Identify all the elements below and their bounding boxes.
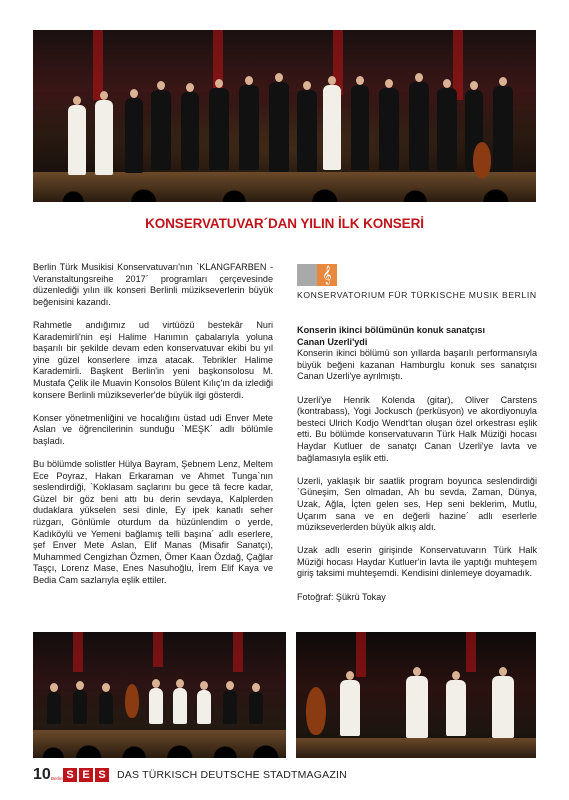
stage-light: [93, 30, 103, 100]
page-number: 10: [33, 766, 51, 783]
paragraph: Uzerli'ye Henrik Kolenda (gitar), Oliver Carstens (kontrabass), Yogi Jockusch (perküsyon) ve akordiyonuyla besteci Ulrich Kodjo Wendt'tan oluşan özel orkestrası eşlik etti. Bu bölümde konservatuvarın Türk Halk Müziği hocası Haydar Kutluer de sanatçı Canan Uzerli'ye lavta ve bağlamasıyla eşlik etti.: [297, 394, 537, 463]
stage-light: [73, 632, 83, 672]
performer: [73, 690, 87, 724]
violinist: [492, 676, 514, 738]
performer: [409, 82, 429, 170]
performer: [209, 88, 229, 170]
performer: [173, 688, 187, 724]
section-heading: Konserin ikinci bölümünün konuk sanatçısı: [297, 325, 485, 335]
brand-small-text: Berlin: [51, 776, 63, 781]
logo-letter: S: [63, 768, 77, 782]
audience-silhouettes: [33, 184, 536, 202]
cello-instrument: [306, 687, 326, 735]
guitar-instrument: [473, 142, 491, 178]
page-footer: [33, 766, 538, 786]
performer: [239, 85, 259, 170]
paragraph: Bu bölümde solistler Hülya Bayram, Şebnem Lenz, Meltem Ece Poyraz, Hakan Erkaraman ve Ahmet Tunga`nın seslendirdiği, `Koklasam saçlarını bu gece tâ fecre kadar, Güzel bir göz beni attı bu derin sevdaya, Kalplerden dudaklara yükselen sesi dinle, Ey ipek kanatlı seher rüzgarı, Gönlümle oturdum da hüzünlendim o yerde, Kadıköylü ve Yemeni bağlamış telli başına´ adlı eserlere, şef Enver Mete Aslan, Elif Manas (Misafir Sanatçı), Muhammed Cengizhan Özmen, Ömer Kaan Özdağ, Çağlar Taşçı, Lorenz Mase, Enes Nasuhoğlu, İrem Elif Kaya ve Bedia Cam sazlarıyla eşlik ettiler.: [33, 459, 273, 586]
performer: [223, 690, 237, 724]
stage-light: [233, 632, 243, 672]
stage-light: [466, 632, 476, 672]
performer: [99, 692, 113, 724]
section-heading: Canan Uzerli'ydi: [297, 336, 368, 347]
logo-grey-block: [297, 264, 317, 286]
performer: [95, 100, 113, 175]
performer: [446, 680, 466, 736]
soloist-performance-photo: [296, 632, 536, 758]
article-headline: KONSERVATUVAR´DAN YILIN İLK KONSERİ: [145, 216, 424, 231]
performer: [125, 98, 143, 173]
left-column: [33, 262, 273, 587]
conservatory-logo-text: KONSERVATORIUM FÜR TÜRKISCHE MUSIK BERLIN: [297, 290, 537, 300]
performer: [437, 88, 457, 170]
stage-floor: [296, 738, 536, 758]
performer: [249, 692, 263, 724]
performer: [323, 85, 341, 170]
performer: [151, 90, 171, 170]
performer: [379, 88, 399, 170]
performer: [181, 92, 199, 170]
singer: [406, 676, 428, 738]
paragraph: Uzak adlı eserin girişinde Konservatuvarın Türk Halk Müziği hocası Haydar Kutluer'in lavta ile yaptığı muhteşem giriş taksimi muhteşemdi. Kendisini dinlemeye doyamadık.: [297, 545, 537, 579]
stage-light: [153, 632, 163, 667]
ensemble-performance-photo: [33, 632, 286, 758]
performer: [197, 690, 211, 724]
logo-letter: S: [95, 768, 109, 782]
paragraph: Uzerli, yaklaşık bir saatlik program boyunca seslendirdiği `Güneşim, Sen olmadan, Ah bu sevda, Zaman, Dünya, Uzak, Ağla, İçten gelen ses, Hep seni beklerim, Mutlu, Uçarım sana ve en değerli hazine´ adlı eserlerle müzikseverlerden büyük alkış aldı.: [297, 475, 537, 533]
right-column: [297, 325, 537, 603]
paragraph: Konser yönetmenliğini ve hocalığını üstad udi Enver Mete Aslan ve öğrencilerinin sunduğu `MEŞK´ adlı bölümle başladı.: [33, 412, 273, 446]
paragraph: Berlin Türk Musikisi Konservatuvarı'nın `KLANGFARBEN - Veranstaltungsreihe 2017´ programları çerçevesinde düzenlediği yılın ilk konseri Berlinli müzikseverlerin büyük beğenisini kazandı.: [33, 262, 273, 307]
cello-instrument: [125, 684, 139, 718]
performer: [149, 688, 163, 724]
performer: [269, 82, 289, 172]
photo-credit: Fotoğraf: Şükrü Tokay: [297, 591, 386, 602]
paragraph: Rahmetle andığımız ud virtüözü bestekâr Nuri Karademirli'nin eşi Halime Hanımın çabalarıyla yoluna başarılı bir şekilde devam eden konservatuvar ekibi bu yıl yine güzel konserlere imza atacak. Tebrikler Halime Karademirli. Başkent Berlin'in yeni başkonsolosu M. Mustafa Çelik ile Muavin Konsolos Bülent Kılıç'ın da izlediği konsere Berlinli müzikseverler'de büyük ilgi gösterdi.: [33, 319, 273, 400]
conservatory-logo: [297, 264, 337, 286]
treble-clef-icon: 𝄞: [317, 264, 337, 286]
performer: [47, 692, 61, 724]
audience-silhouettes: [33, 744, 286, 758]
paragraph: Konserin ikinci bölümü son yıllarda başarılı performansıyla büyük beğeni kazanan Hamburglu konuk ses sanatçısı Canan Uzerli'ye ayrılmıştı.: [297, 348, 537, 382]
logo-letter: E: [79, 768, 93, 782]
performer: [493, 86, 513, 172]
performer: [340, 680, 360, 736]
performer: [351, 85, 369, 170]
ses-logo: [63, 768, 109, 782]
stage-light: [356, 632, 366, 677]
performer: [297, 90, 317, 172]
performer: [68, 105, 86, 175]
concert-ensemble-photo: [33, 30, 536, 202]
magazine-title: DAS TÜRKISCH DEUTSCHE STADTMAGAZIN: [117, 769, 347, 781]
